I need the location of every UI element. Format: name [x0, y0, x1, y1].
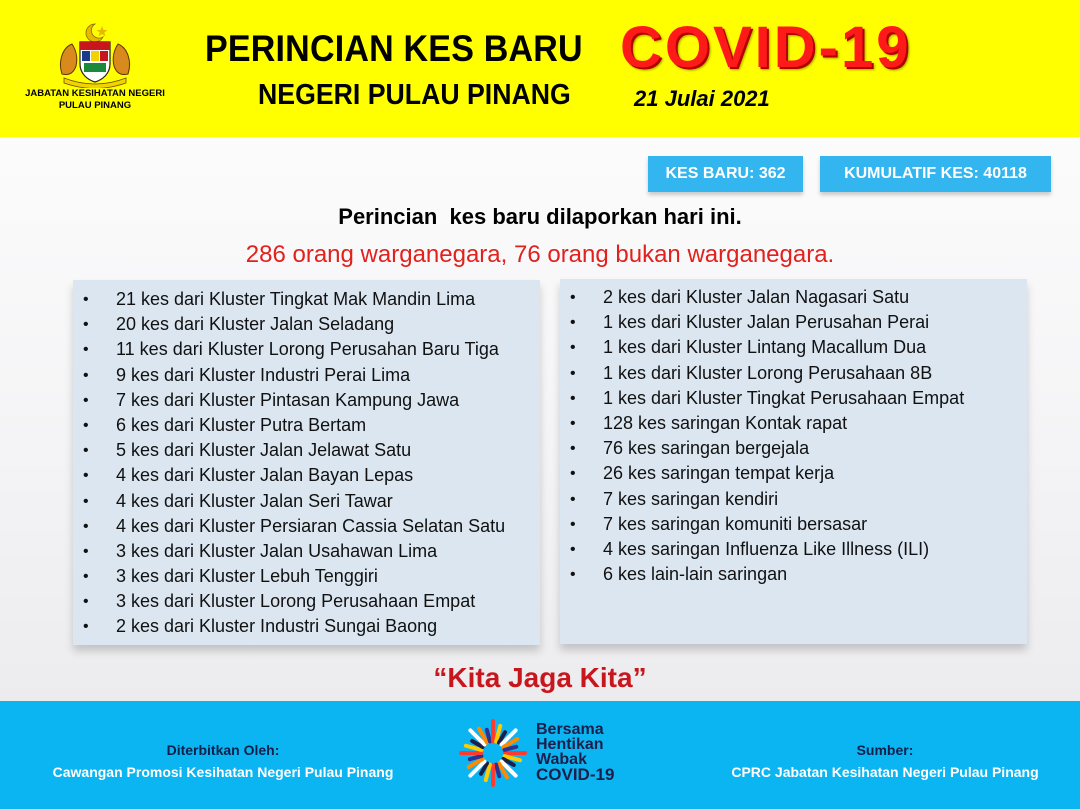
coat-of-arms-icon — [54, 22, 136, 88]
list-item — [73, 438, 505, 463]
bullet-icon: • — [83, 517, 89, 535]
bullet-icon: • — [83, 593, 89, 611]
list-item — [73, 489, 505, 514]
list-item-text: 6 kes dari Kluster Putra Bertam — [116, 414, 367, 435]
list-item — [73, 463, 505, 488]
bullet-icon: • — [83, 442, 89, 460]
bullet-icon: • — [83, 568, 89, 586]
list-item — [73, 287, 505, 312]
bullet-icon: • — [83, 416, 89, 434]
campaign-line2: Hentikan — [536, 736, 604, 753]
bullet-icon: • — [83, 316, 89, 334]
list-item-text: 7 kes dari Kluster Pintasan Kampung Jawa — [116, 389, 460, 410]
list-item-text: 26 kes saringan tempat kerja — [603, 463, 835, 484]
state-title: NEGERI PULAU PINANG — [258, 79, 571, 111]
source-label: Sumber: — [856, 742, 914, 758]
list-item-text: 7 kes saringan kendiri — [603, 488, 779, 509]
list-item — [73, 564, 505, 589]
cluster-list-left — [73, 280, 540, 645]
bullet-icon: • — [570, 289, 576, 306]
list-item-text: 5 kes dari Kluster Jalan Jelawat Satu — [116, 440, 412, 461]
department-name-line2: PULAU PINANG — [58, 100, 132, 111]
list-item — [73, 337, 505, 362]
campaign-line1: Bersama — [536, 721, 604, 738]
bullet-icon: • — [83, 467, 89, 485]
list-item-text: 9 kes dari Kluster Industri Perai Lima — [116, 364, 411, 385]
list-item-text: 1 kes dari Kluster Lintang Macallum Dua — [603, 337, 927, 358]
bullet-icon: • — [83, 291, 89, 308]
list-item — [73, 312, 505, 337]
bullet-icon: • — [570, 440, 576, 458]
publisher-name: Cawangan Promosi Kesihatan Negeri Pulau Pinang — [52, 764, 394, 780]
footer-banner — [0, 701, 1080, 809]
list-item — [560, 335, 964, 360]
list-item — [560, 562, 964, 587]
list-item — [560, 361, 964, 386]
list-item-text: 6 kes lain-lain saringan — [603, 564, 788, 585]
publisher-label: Diterbitkan Oleh: — [166, 742, 280, 758]
bullet-icon: • — [83, 542, 89, 560]
case-list-right — [560, 285, 964, 587]
campaign-line3: Wabak — [536, 751, 587, 768]
department-logo — [10, 22, 180, 122]
list-item — [560, 512, 964, 537]
list-item — [560, 537, 964, 562]
bullet-icon: • — [570, 465, 576, 483]
list-item-text: 4 kes dari Kluster Jalan Bayan Lepas — [116, 465, 414, 486]
list-item-text: 3 kes dari Kluster Lebuh Tenggiri — [116, 566, 378, 587]
list-item-text: 1 kes dari Kluster Jalan Perusahan Perai — [603, 312, 930, 333]
bullet-icon: • — [83, 391, 89, 409]
list-item-text: 1 kes dari Kluster Lorong Perusahaan 8B — [603, 362, 933, 383]
bullet-icon: • — [83, 366, 89, 384]
list-item — [73, 539, 505, 564]
header-banner — [0, 0, 1080, 137]
details-heading: Perincian kes baru dilaporkan hari ini. — [338, 204, 742, 229]
citizenship-breakdown: 286 orang warganegara, 76 orang bukan warganegara. — [245, 241, 835, 268]
bullet-icon: • — [570, 364, 576, 382]
list-item — [73, 388, 505, 413]
list-item-text: 1 kes dari Kluster Tingkat Perusahaan Empat — [603, 387, 965, 408]
list-item-text: 4 kes dari Kluster Jalan Seri Tawar — [116, 490, 393, 511]
cluster-list-right — [560, 279, 1027, 644]
bullet-icon: • — [570, 566, 576, 584]
slogan: “Kita Jaga Kita” — [433, 662, 647, 693]
bullet-icon: • — [570, 490, 576, 508]
list-item — [560, 461, 964, 486]
list-item — [73, 514, 505, 539]
list-item — [73, 614, 505, 639]
bullet-icon: • — [83, 492, 89, 510]
department-name — [10, 88, 180, 112]
list-item-text: 128 kes saringan Kontak rapat — [603, 412, 848, 433]
cumulative-cases-badge: KUMULATIF KES: 40118 — [820, 156, 1051, 192]
case-list-left — [73, 287, 505, 640]
bullet-icon: • — [83, 618, 89, 636]
list-item-text: 76 kes saringan bergejala — [603, 438, 810, 459]
bullet-icon: • — [570, 389, 576, 407]
list-item — [560, 411, 964, 436]
new-cases-badge: KES BARU: 362 — [648, 156, 803, 192]
list-item — [73, 363, 505, 388]
list-item-text: 2 kes dari Kluster Jalan Nagasari Satu — [603, 287, 910, 307]
list-item-text: 20 kes dari Kluster Jalan Seladang — [116, 314, 395, 335]
list-item — [73, 589, 505, 614]
bullet-icon: • — [570, 314, 576, 332]
bullet-icon: • — [570, 339, 576, 357]
list-item — [560, 386, 964, 411]
bullet-icon: • — [83, 341, 89, 359]
list-item-text: 7 kes saringan komuniti bersasar — [603, 513, 868, 534]
covid-title: COVID-19 — [620, 15, 912, 80]
list-item — [560, 285, 964, 310]
list-item — [560, 487, 964, 512]
bullet-icon: • — [570, 515, 576, 533]
list-item-text: 4 kes dari Kluster Persiaran Cassia Selatan Satu — [116, 515, 506, 536]
list-item-text: 21 kes dari Kluster Tingkat Mak Mandin Lima — [116, 289, 476, 309]
list-item-text: 2 kes dari Kluster Industri Sungai Baong — [116, 616, 438, 637]
report-date: 21 Julai 2021 — [634, 86, 770, 111]
campaign-logo-text — [536, 722, 646, 782]
list-item — [73, 413, 505, 438]
campaign-burst-icon — [457, 717, 529, 789]
bullet-icon: • — [570, 540, 576, 558]
list-item-text: 3 kes dari Kluster Lorong Perusahaan Empat — [116, 591, 476, 612]
list-item — [560, 436, 964, 461]
list-item-text: 3 kes dari Kluster Jalan Usahawan Lima — [116, 540, 438, 561]
list-item-text: 11 kes dari Kluster Lorong Perusahan Baru Tiga — [116, 339, 499, 360]
list-item — [560, 310, 964, 335]
campaign-line4: COVID-19 — [536, 765, 615, 784]
page-title: PERINCIAN KES BARU — [205, 28, 583, 69]
source-name: CPRC Jabatan Kesihatan Negeri Pulau Pinang — [731, 764, 1039, 780]
department-name-line1: JABATAN KESIHATAN NEGERI — [25, 88, 165, 99]
bullet-icon: • — [570, 414, 576, 432]
list-item-text: 4 kes saringan Influenza Like Illness (ILI) — [603, 538, 930, 559]
